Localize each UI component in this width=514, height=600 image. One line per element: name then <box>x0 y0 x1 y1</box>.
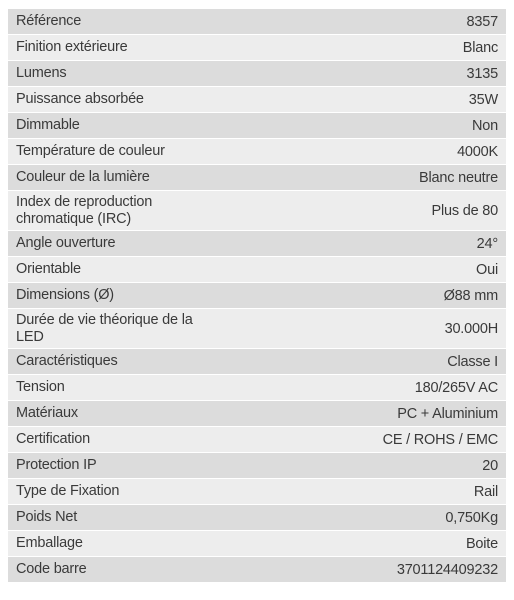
spec-label: Finition extérieure <box>16 39 128 55</box>
spec-value: Non <box>472 117 498 134</box>
spec-value: Ø88 mm <box>443 287 498 304</box>
spec-label: Protection IP <box>16 457 97 473</box>
spec-value: Oui <box>476 261 498 278</box>
spec-value: Rail <box>473 483 498 500</box>
spec-row-fixation <box>8 479 506 505</box>
spec-value: 35W <box>468 91 498 108</box>
spec-row-puissance <box>8 87 506 113</box>
spec-row-duree-de-vie <box>8 309 506 349</box>
spec-value: 30.000H <box>444 320 498 337</box>
spec-value: CE / ROHS / EMC <box>382 431 498 448</box>
spec-row-finition <box>8 35 506 61</box>
spec-row-dimensions <box>8 283 506 309</box>
spec-row-dimmable <box>8 113 506 139</box>
spec-label: Index de reproduction chromatique (IRC) <box>16 193 153 227</box>
spec-label: Matériaux <box>16 405 78 421</box>
spec-row-emballage <box>8 531 506 557</box>
spec-row-poids-net <box>8 505 506 531</box>
spec-row-materiaux <box>8 401 506 427</box>
spec-value: 24° <box>476 235 498 252</box>
spec-label: Dimensions (Ø) <box>16 287 114 303</box>
spec-label: Orientable <box>16 261 81 277</box>
spec-label: Caractéristiques <box>16 353 118 369</box>
spec-label: Dimmable <box>16 117 80 133</box>
spec-value: 8357 <box>466 13 498 30</box>
spec-label: Angle ouverture <box>16 235 116 251</box>
spec-value: 20 <box>482 457 498 474</box>
spec-value: 4000K <box>457 143 498 160</box>
spec-label: Référence <box>16 13 82 29</box>
spec-label: Température de couleur <box>16 143 165 159</box>
spec-row-couleur <box>8 165 506 191</box>
spec-label: Durée de vie théorique de la LED <box>16 311 193 345</box>
spec-value: Classe I <box>447 353 498 370</box>
spec-row-angle <box>8 231 506 257</box>
spec-label: Tension <box>16 379 65 395</box>
spec-value: PC + Aluminium <box>397 405 498 422</box>
spec-row-orientable <box>8 257 506 283</box>
spec-label: Certification <box>16 431 90 447</box>
spec-value: 180/265V AC <box>414 379 498 396</box>
spec-row-lumens <box>8 61 506 87</box>
spec-value: 3135 <box>466 65 498 82</box>
spec-row-irc <box>8 191 506 231</box>
spec-value: Blanc neutre <box>418 169 498 186</box>
spec-row-code-barre <box>8 557 506 583</box>
spec-value: Boite <box>465 535 498 552</box>
spec-label: Lumens <box>16 65 67 81</box>
spec-row-protection-ip <box>8 453 506 479</box>
spec-label: Code barre <box>16 561 87 577</box>
spec-value: Plus de 80 <box>431 202 498 219</box>
spec-row-reference <box>8 9 506 35</box>
spec-label: Poids Net <box>16 509 78 525</box>
spec-label: Couleur de la lumière <box>16 169 150 185</box>
spec-label: Type de Fixation <box>16 483 120 499</box>
spec-row-caracteristiques <box>8 349 506 375</box>
spec-value: 3701124409232 <box>396 561 498 578</box>
spec-value: 0,750Kg <box>445 509 498 526</box>
spec-table <box>8 9 506 583</box>
spec-row-certification <box>8 427 506 453</box>
spec-label: Puissance absorbée <box>16 91 144 107</box>
spec-value: Blanc <box>462 39 498 56</box>
spec-row-tension <box>8 375 506 401</box>
spec-row-temperature <box>8 139 506 165</box>
spec-label: Emballage <box>16 535 83 551</box>
